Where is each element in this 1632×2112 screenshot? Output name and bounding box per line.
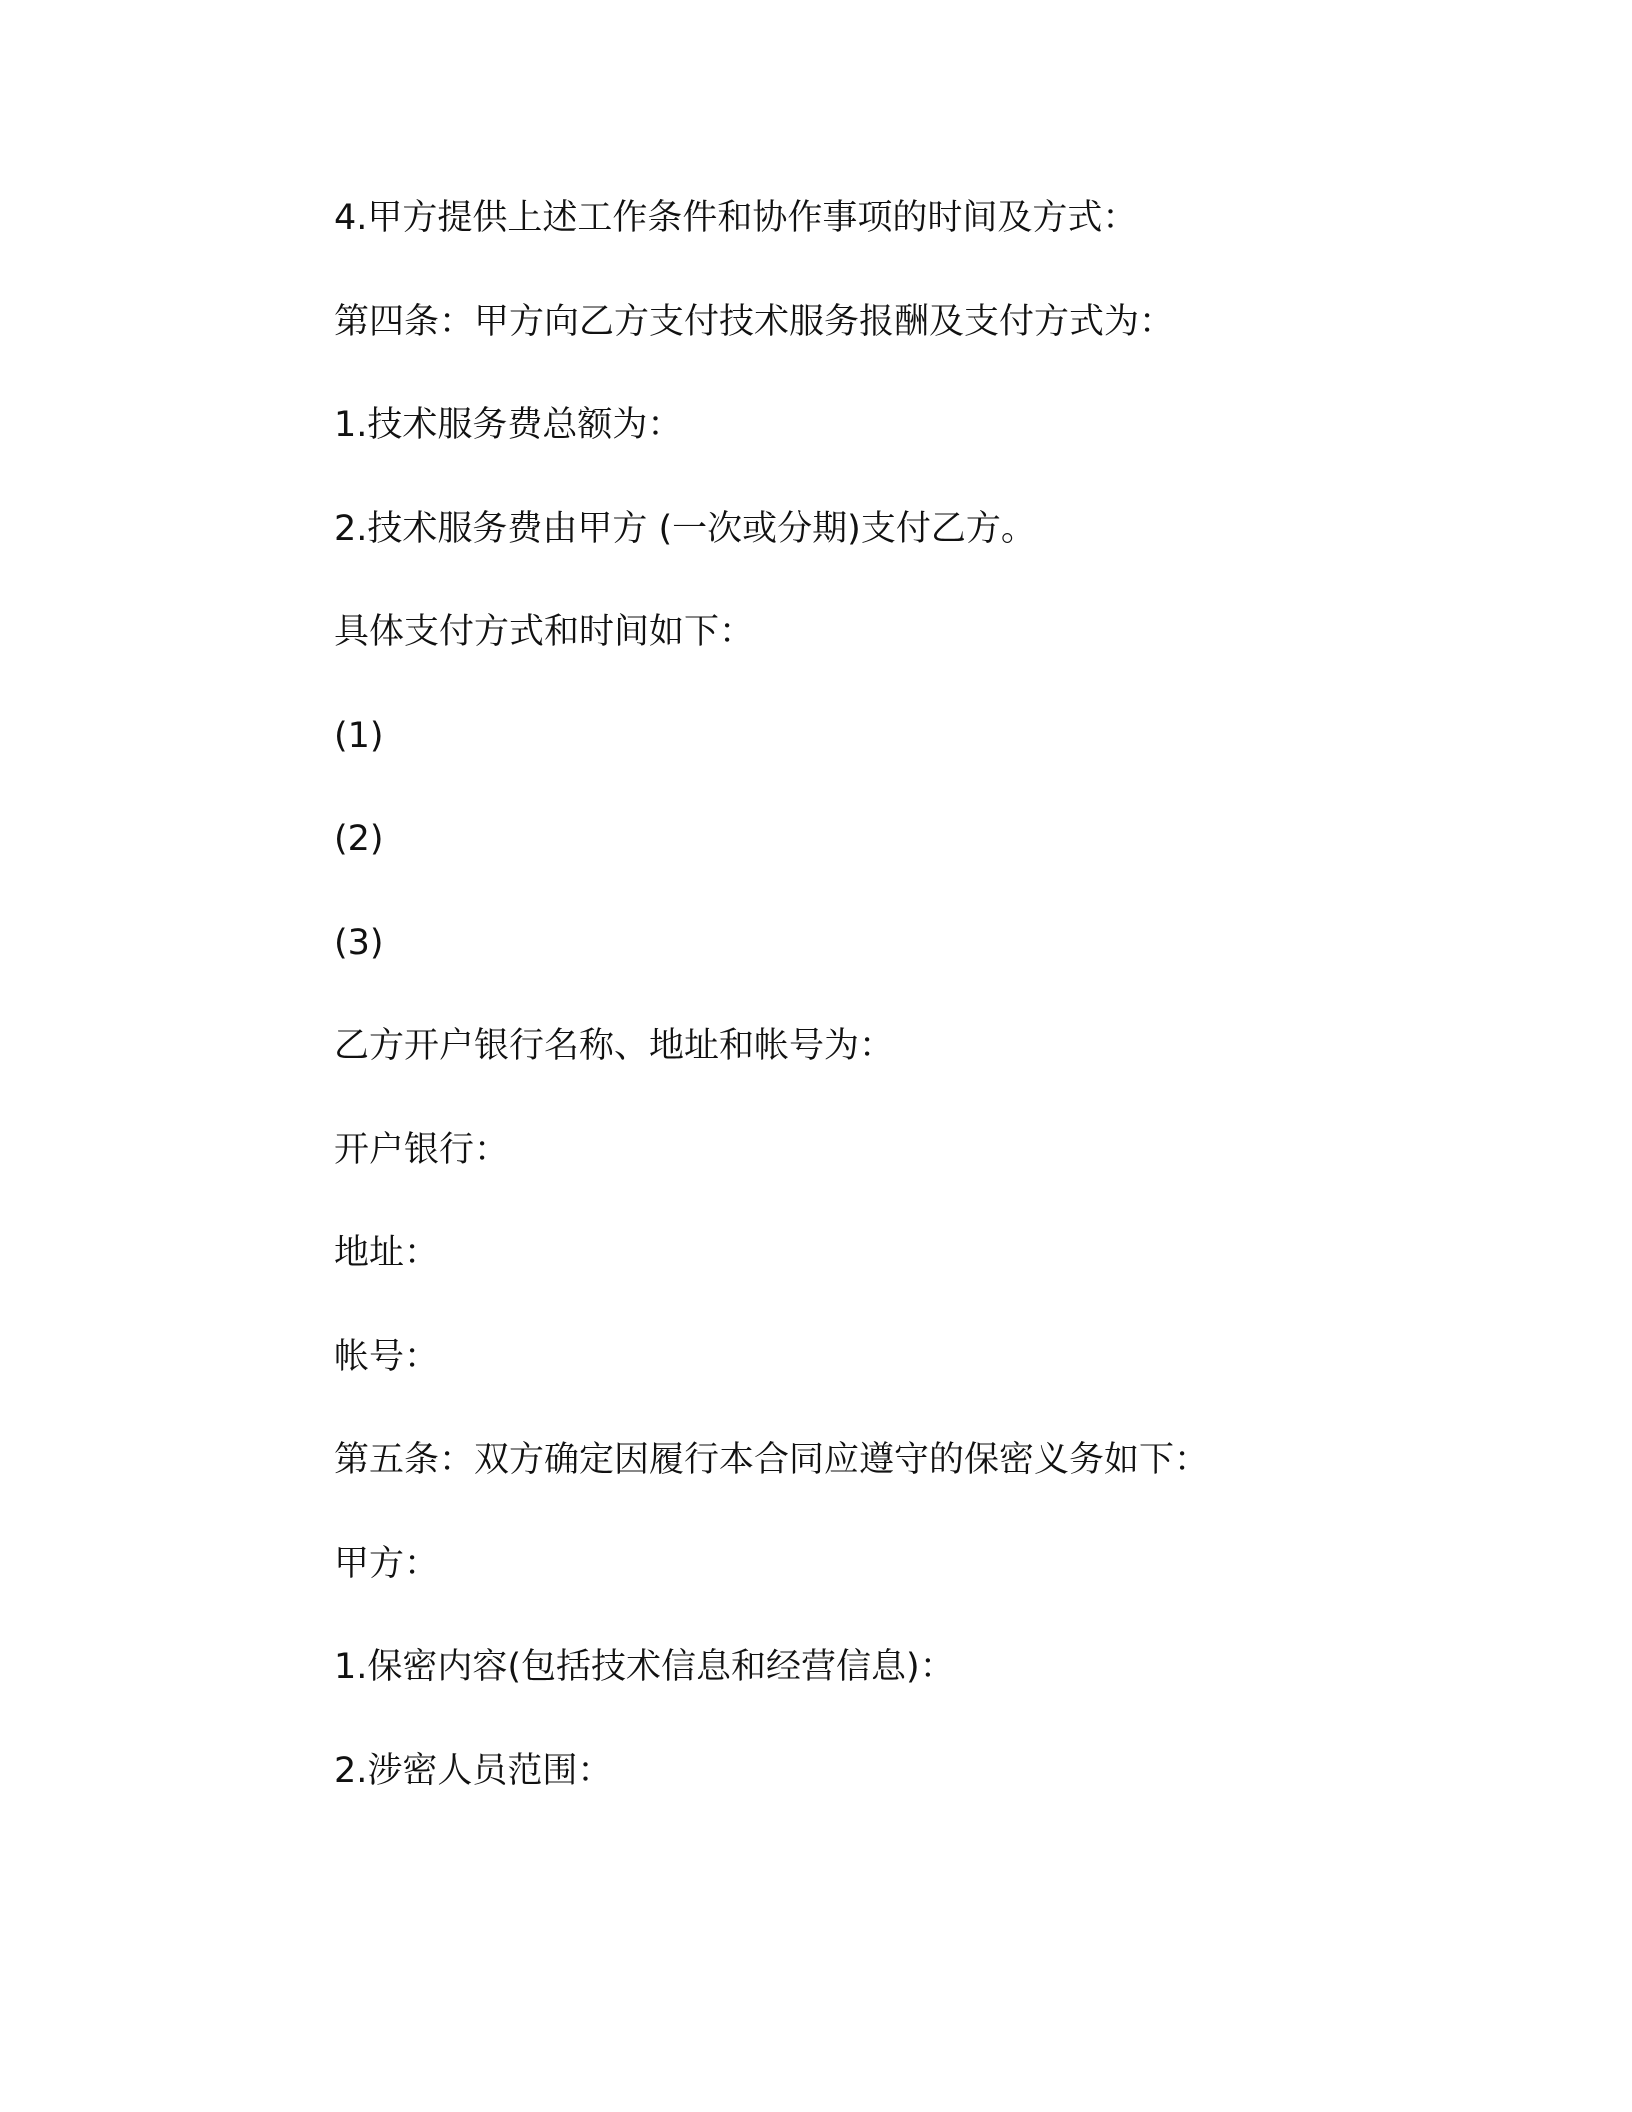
bank-name-label: 开户银行： [334, 1130, 510, 1170]
account-number-label: 帐号： [334, 1337, 440, 1377]
service-fee-total: 1.技术服务费总额为： [334, 405, 683, 445]
confidential-content: 1.保密内容(包括技术信息和经营信息)： [334, 1647, 955, 1687]
payment-details-heading: 具体支付方式和时间如下： [334, 612, 755, 652]
payment-item-3: (3) [334, 923, 384, 963]
clause-4-time-and-method: 4.甲方提供上述工作条件和协作事项的时间及方式： [334, 198, 1138, 238]
article-4-heading: 第四条：甲方向乙方支付技术服务报酬及支付方式为： [334, 302, 1175, 342]
party-a-label: 甲方： [334, 1544, 440, 1584]
article-5-heading: 第五条：双方确定因履行本合同应遵守的保密义务如下： [334, 1440, 1210, 1480]
bank-address-label: 地址： [334, 1233, 440, 1273]
payment-item-2: (2) [334, 819, 384, 859]
payment-item-1: (1) [334, 716, 384, 756]
confidential-personnel-scope: 2.涉密人员范围： [334, 1751, 613, 1791]
service-fee-payment: 2.技术服务费由甲方 (一次或分期)支付乙方。 [334, 509, 1036, 549]
bank-info-heading: 乙方开户银行名称、地址和帐号为： [334, 1026, 895, 1066]
